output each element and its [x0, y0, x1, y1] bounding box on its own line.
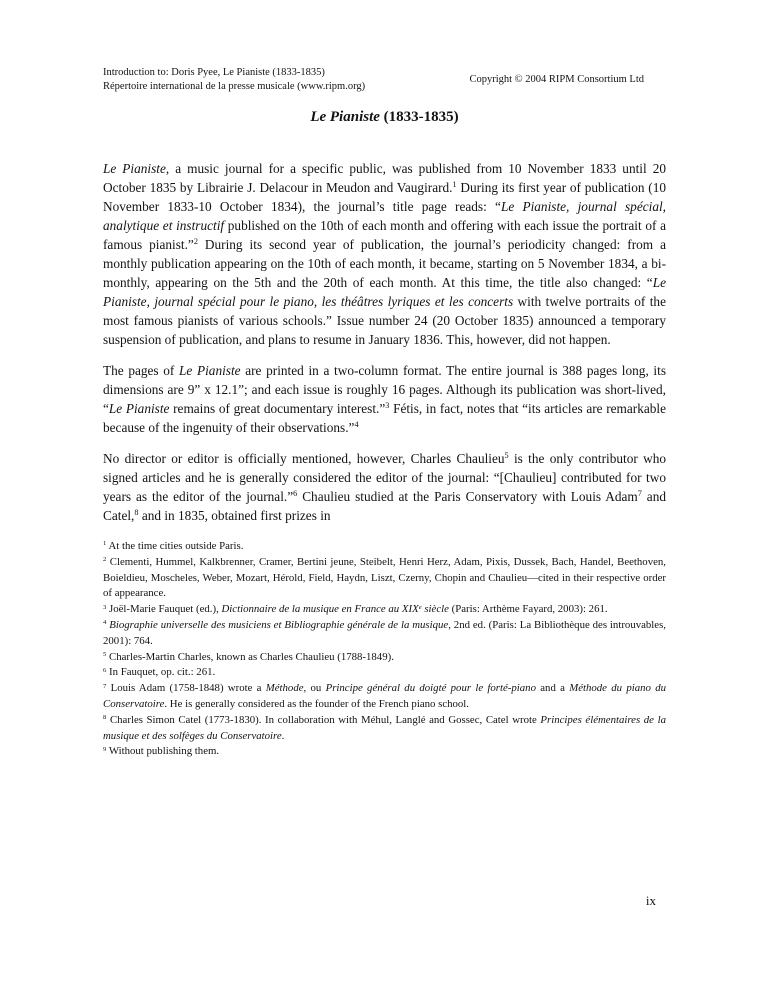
- document-title: Le Pianiste (1833-1835): [310, 109, 459, 125]
- copyright-notice: Copyright © 2004 RIPM Consortium Ltd: [469, 74, 644, 85]
- footnote-7: $^7$ Louis Adam (1758-1848) wrote a Méthode, ou Principe général du doigté pour le forté-piano and a Méthode du piano du Conservatoire. He is generally considered as the founder of the French piano school.: [103, 682, 666, 710]
- footnote-9: $^9$ Without publishing them.: [103, 745, 220, 758]
- header-citation-line-1: Introduction to: Doris Pyee, Le Pianiste (1833-1835): [103, 67, 325, 78]
- footnote-4: $^4$ Biographie universelle des musiciens et Bibliographie générale de la musique, 2nd ed. (Paris: La Bibliothèque des introuvables, 2001): 764.: [103, 618, 666, 647]
- footnote-8: $^8$ Charles Simon Catel (1773-1830). In collaboration with Méhul, Langlé and Gossec, Catel wrote Principes élémentaires de la musique et des solfèges du Conservatoire.: [103, 713, 666, 742]
- paragraph-1: Le Pianiste, a music journal for a specific public, was published from 10 November 1833 until 20 October 1835 by Librairie J. Delacour in Meudon and Vaugirard.$^1$ During its first year of publication (10 November 1833-10 October 1834), the journal’s title page reads: “Le Pianiste, journal spécial, analytique et instructif published on the 10th of each month and offering with each issue the portrait of a famous pianist.”$^2$ During its second year of publication, the journal’s periodicity changed: from a monthly publication appearing on the 10th of each month, it became, starting on 5 November 1834, a bi-monthly, appearing on the 5th and the 20th of each month. At this time, the title also changed: “Le Pianiste, journal spécial pour le piano, les théâtres lyriques et les concerts with twelve portraits of the most famous pianists of various schools.” Issue number 24 (20 October 1835) announced a temporary suspension of publication, and plans to resume in January 1836. This, however, did not happen.: [103, 161, 666, 347]
- paragraph-3: No director or editor is officially mentioned, however, Charles Chaulieu$^5$ is the only contributor who signed articles and he is generally considered the editor of the journal: “[Chaulieu] contributed for two years as the editor of the journal.”$^6$ Chaulieu studied at the Paris Conservatory with Louis Adam$^7$ and Catel,$^8$ and in 1835, obtained first prizes in: [103, 451, 666, 523]
- footnote-2: $^2$ Clementi, Hummel, Kalkbrenner, Cramer, Bertini jeune, Steibelt, Henri Herz, Adam, Pixis, Dussek, Bach, Handel, Beethoven, Boieldieu, Moscheles, Weber, Mozart, Hérold, Field, Haydn, Liszt, Czerny, Chopin and Chaulieu—cited in their respective order of appearance.: [103, 555, 666, 600]
- paragraph-2: The pages of Le Pianiste are printed in a two-column format. The entire journal is 388 pages long, its dimensions are 9” x 12.1”; and each issue is roughly 16 pages. Although its publication was short-lived, “Le Pianiste remains of great documentary interest.”$^3$ Fétis, in fact, notes that “its articles are remarkable because of the ingenuity of their observations.”$^4$: [103, 363, 667, 435]
- footnote-3: $^3$ Joël-Marie Fauquet (ed.), Dictionnaire de la musique en France au XIXe siècle (Paris: Arthème Fayard, 2003): 261.: [103, 603, 608, 616]
- header-citation: [103, 66, 365, 94]
- footnote-5: $^5$ Charles-Martin Charles, known as Charles Chaulieu (1788-1849).: [103, 650, 394, 663]
- page-number: ix: [645, 893, 656, 908]
- page-header: [103, 66, 666, 94]
- footnote-6: $^6$ In Fauquet, op. cit.: 261.: [103, 666, 216, 679]
- footnote-1: $^1$ At the time cities outside Paris.: [103, 540, 244, 552]
- footnotes-section: [103, 539, 666, 760]
- header-citation-line-2: Répertoire international de la presse musicale (www.ripm.org): [103, 81, 366, 92]
